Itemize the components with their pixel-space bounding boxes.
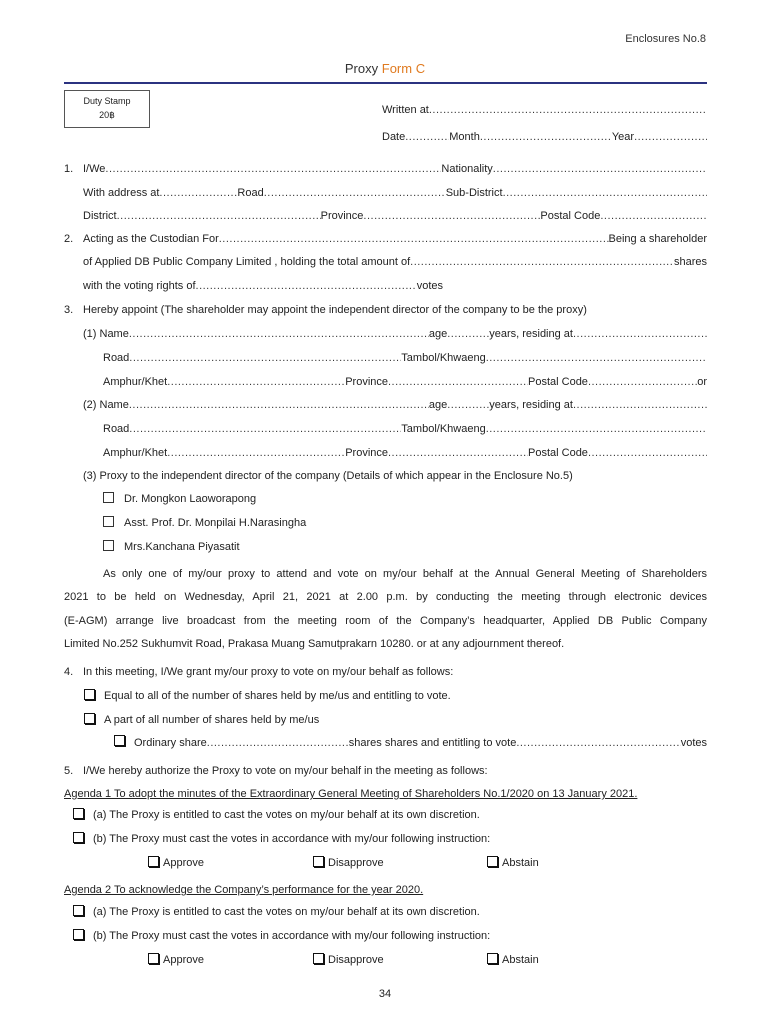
nationality-label: Nationality — [441, 163, 493, 175]
duty-stamp-box — [64, 90, 150, 128]
appointment-paragraph-line: 2021 to be held on Wednesday, April 21, 2021 at 2.00 p.m. by conducting the meeting through electronic devices — [64, 591, 707, 603]
item2-custodian-line[interactable] — [64, 231, 707, 247]
shares-entitling-label: shares shares and entitling to vote — [348, 737, 517, 749]
checkbox-icon[interactable] — [114, 735, 125, 746]
agenda1-title: Agenda 1 To adopt the minutes of the Extraordinary General Meeting of Shareholders No.1/2020 on 13 January 2021. — [64, 788, 638, 800]
proxy2-amphur-line[interactable] — [103, 445, 707, 461]
proxy1-province-label: Province — [345, 376, 388, 388]
appointment-paragraph-line: Limited No.252 Sukhumvit Road, Prakasa Muang Samutprakarn 10280. or at any adjournment thereof. — [64, 638, 565, 650]
ordinary-share-label: Ordinary share — [134, 737, 207, 749]
checkbox-icon[interactable] — [487, 856, 498, 867]
enclosure-label: Enclosures No.8 — [625, 33, 706, 45]
proxy2-road-label: Road — [103, 423, 130, 435]
district-label: District — [83, 210, 117, 222]
agenda2-option-b[interactable] — [73, 928, 707, 944]
director-name: Asst. Prof. Dr. Monpilai H.Narasingha — [124, 517, 307, 529]
checkbox-icon[interactable] — [148, 856, 159, 867]
iwe-label: I/We — [83, 163, 106, 175]
checkbox-icon[interactable] — [73, 905, 84, 916]
date-field[interactable] — [382, 129, 707, 145]
proxy1-road-line[interactable] — [103, 350, 707, 366]
director-option-3[interactable] — [103, 539, 503, 555]
proxy2-postal-label: Postal Code — [528, 447, 588, 459]
postal-label: Postal Code — [540, 210, 601, 222]
stamp-value: 20฿ — [99, 110, 115, 120]
agenda2-abstain[interactable]: Abstain — [487, 952, 539, 968]
proxy3-line: (3) Proxy to the independent director of the company (Details of which appear in the Enclosure No.5) — [83, 470, 573, 482]
proxy1-name-label: (1) Name — [83, 328, 129, 340]
item4-line — [64, 664, 707, 680]
checkbox-icon[interactable] — [148, 953, 159, 964]
proxy2-age-label: age — [428, 399, 448, 411]
address-label: With address at — [83, 187, 160, 199]
item1-district-line[interactable] — [83, 208, 707, 224]
checkbox-icon[interactable] — [487, 953, 498, 964]
director-option-2[interactable] — [103, 515, 503, 531]
page-number: 34 — [378, 988, 392, 1000]
agenda2-title: Agenda 2 To acknowledge the Company’s performance for the year 2020. — [64, 884, 424, 896]
agenda2-option-a[interactable] — [73, 904, 707, 920]
votes-label: votes — [416, 280, 443, 292]
proxy1-tambol-label: Tambol/Khwaeng — [401, 352, 486, 364]
proxy2-province-label: Province — [345, 447, 388, 459]
item1-name-line[interactable] — [64, 161, 707, 177]
agenda2-disapprove[interactable]: Disapprove — [313, 952, 384, 968]
proxy1-residing-label: years, residing at — [489, 328, 573, 340]
proxy2-residing-label: years, residing at — [489, 399, 573, 411]
written-at-label: Written at — [382, 104, 429, 116]
item5-number: 5. — [64, 765, 74, 777]
agenda1-option-b[interactable] — [73, 831, 707, 847]
checkbox-icon[interactable] — [103, 492, 114, 503]
agenda1-abstain[interactable]: Abstain — [487, 855, 539, 871]
grant-option-all[interactable] — [84, 688, 704, 704]
form-title-main: Proxy — [344, 61, 379, 76]
form-title-accent: Form C — [381, 61, 426, 76]
item5-text: I/We hereby authorize the Proxy to vote on my/our behalf in the meeting as follows: — [83, 765, 488, 777]
grant-option-all-label: Equal to all of the number of shares held by me/us and entitling to vote. — [104, 690, 451, 702]
proxy2-name-line[interactable] — [83, 397, 707, 413]
item2-number: 2. — [64, 233, 74, 245]
appointment-paragraph-line: As only one of my/our proxy to attend and vote on my/our behalf at the Annual General Meeting of Shareholders — [103, 568, 707, 580]
proxy2-amphur-label: Amphur/Khet — [103, 447, 168, 459]
grant-option-part-label: A part of all number of shares held by me/us — [104, 714, 320, 726]
director-name: Mrs.Kanchana Piyasatit — [124, 541, 240, 553]
agenda1-option-b-label: (b) The Proxy must cast the votes in accordance with my/our following instruction: — [93, 833, 491, 845]
item3-line — [64, 302, 707, 318]
form-title — [0, 61, 770, 76]
road-label: Road — [237, 187, 264, 199]
proxy1-amphur-line[interactable] — [103, 374, 707, 390]
agenda2-approve[interactable]: Approve — [148, 952, 204, 968]
agenda1-disapprove[interactable]: Disapprove — [313, 855, 384, 871]
proxy1-or-label: or — [697, 376, 707, 388]
year-label: Year — [611, 131, 635, 143]
item1-number: 1. — [64, 163, 74, 175]
item4-number: 4. — [64, 666, 74, 678]
checkbox-icon[interactable] — [73, 808, 84, 819]
agenda1-option-a-label: (a) The Proxy is entitled to cast the votes on my/our behalf at its own discretion. — [93, 809, 480, 821]
checkbox-icon[interactable] — [73, 929, 84, 940]
checkbox-icon[interactable] — [84, 689, 95, 700]
date-label: Date — [382, 131, 406, 143]
province-label: Province — [320, 210, 364, 222]
checkbox-icon[interactable] — [313, 953, 324, 964]
grant-option-part[interactable] — [84, 712, 704, 728]
title-rule — [64, 82, 707, 84]
director-name: Dr. Mongkon Laoworapong — [124, 493, 257, 505]
checkbox-icon[interactable] — [73, 832, 84, 843]
proxy1-postal-label: Postal Code — [528, 376, 588, 388]
item3-text: Hereby appoint (The shareholder may appoint the independent director of the company to be the proxy) — [83, 304, 587, 316]
checkbox-icon[interactable] — [84, 713, 95, 724]
shares-label: shares — [673, 256, 707, 268]
item4-text: In this meeting, I/We grant my/our proxy to vote on my/our behalf as follows: — [83, 666, 454, 678]
agenda1-approve[interactable]: Approve — [148, 855, 204, 871]
company-holding-label: of Applied DB Public Company Limited , holding the total amount of — [83, 256, 411, 268]
subdistrict-label: Sub-District — [445, 187, 503, 199]
written-at-field[interactable] — [382, 102, 707, 118]
item3-number: 3. — [64, 304, 74, 316]
agenda2-option-b-label: (b) The Proxy must cast the votes in accordance with my/our following instruction: — [93, 930, 491, 942]
proxy2-road-line[interactable] — [103, 421, 707, 437]
custodian-label: Acting as the Custodian For — [83, 233, 219, 245]
item2-shares-line[interactable] — [83, 254, 707, 270]
agenda2-option-a-label: (a) The Proxy is entitled to cast the votes on my/our behalf at its own discretion. — [93, 906, 480, 918]
proxy2-tambol-label: Tambol/Khwaeng — [401, 423, 486, 435]
item5-line — [64, 763, 707, 779]
checkbox-icon[interactable] — [313, 856, 324, 867]
item2-votes-line[interactable] — [83, 278, 443, 294]
month-label: Month — [449, 131, 480, 143]
item1-address-line[interactable] — [83, 185, 707, 201]
agenda1-option-a[interactable] — [73, 807, 707, 823]
checkbox-icon[interactable] — [103, 540, 114, 551]
appointment-paragraph-line: (E-AGM) arrange live broadcast from the meeting room of the Company’s headquarter, Applied DB Public Company — [64, 615, 707, 627]
proxy1-age-label: age — [428, 328, 448, 340]
proxy1-road-label: Road — [103, 352, 130, 364]
checkbox-icon[interactable] — [103, 516, 114, 527]
votes-label: votes — [680, 737, 707, 749]
proxy1-amphur-label: Amphur/Khet — [103, 376, 168, 388]
shareholder-label: Being a shareholder — [608, 233, 707, 245]
director-option-1[interactable] — [103, 491, 503, 507]
ordinary-share-line[interactable] — [114, 735, 707, 751]
stamp-line1: Duty Stamp — [83, 96, 131, 106]
proxy1-name-line[interactable] — [83, 326, 707, 342]
voting-rights-label: with the voting rights of — [83, 280, 196, 292]
written-at-blank — [429, 102, 707, 118]
proxy2-name-label: (2) Name — [83, 399, 129, 411]
